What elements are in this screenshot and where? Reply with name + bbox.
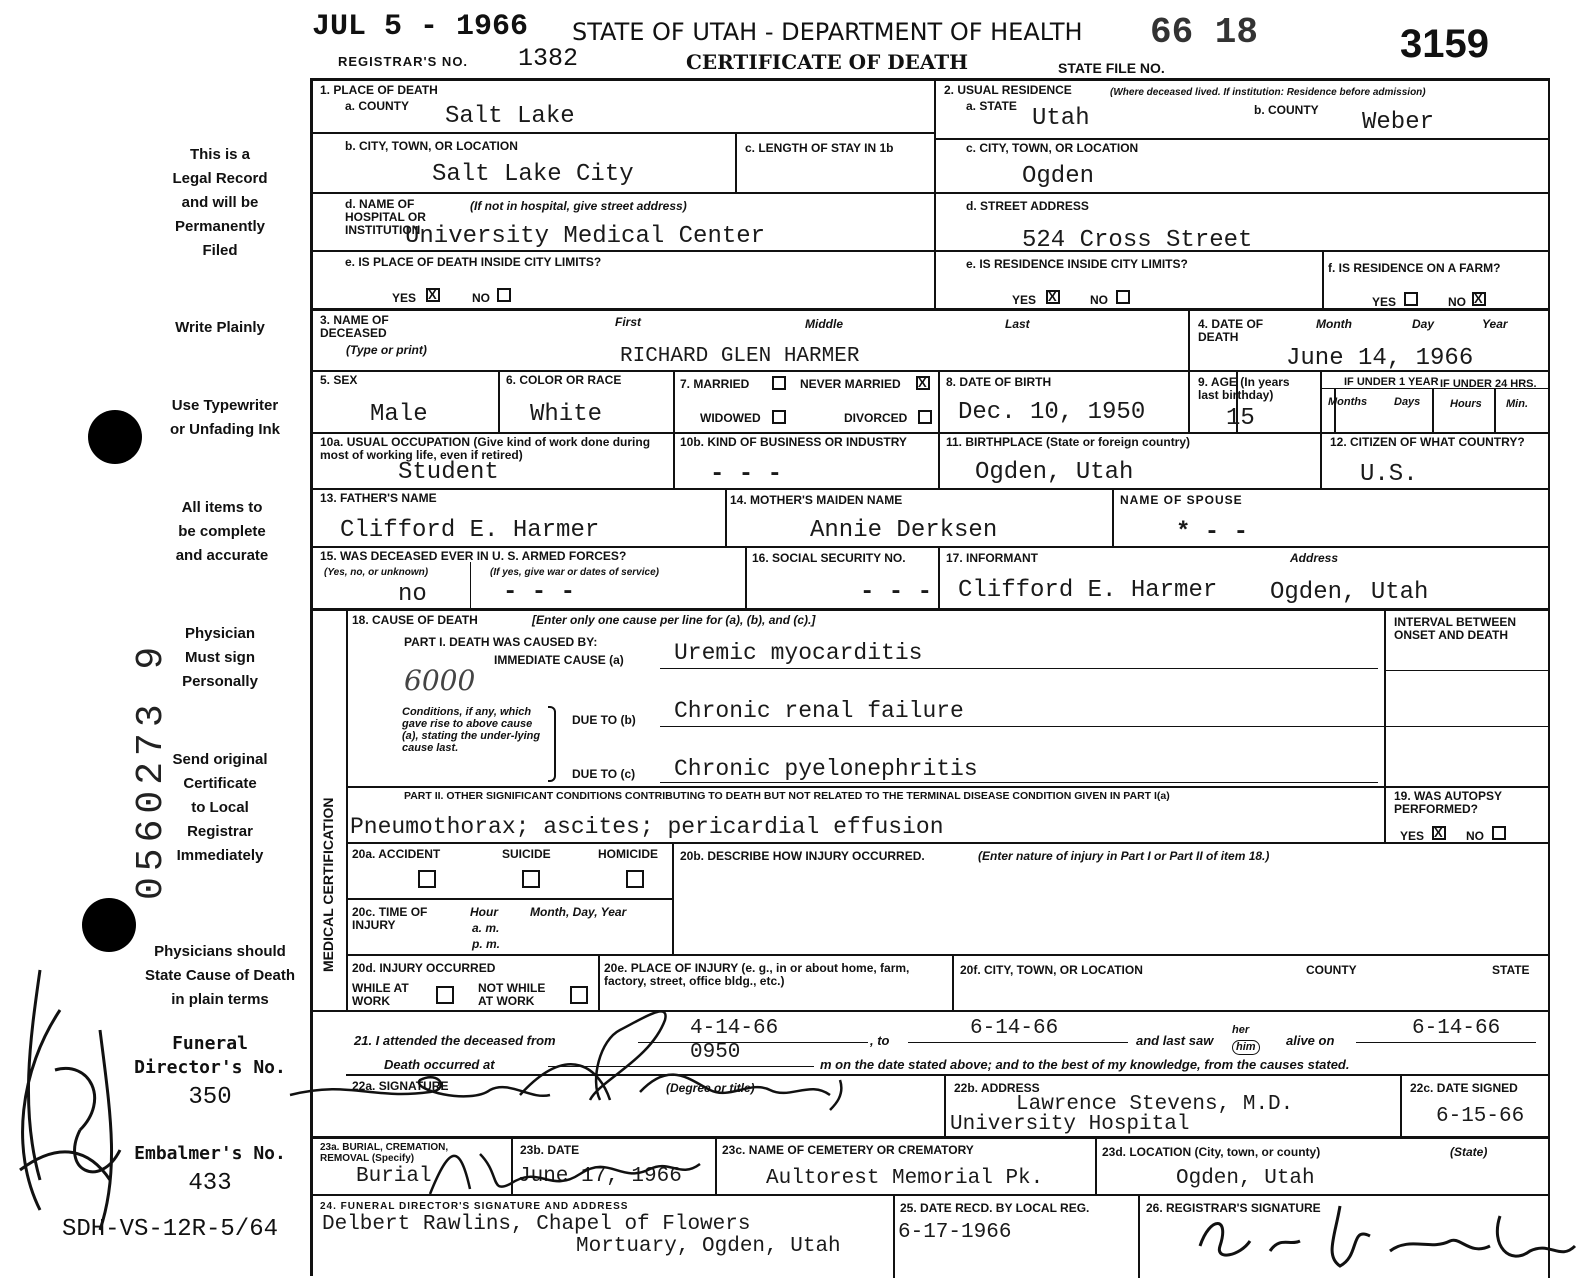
send-original-note: Send original Certificate to Local Registrar Immediately (172, 751, 268, 864)
cause-a-value: Uremic myocarditis (674, 640, 923, 666)
armed-forces-label: 15. WAS DECEASED EVER IN U. S. ARMED FORCES? (320, 549, 627, 563)
city-value: Salt Lake City (432, 161, 634, 188)
homicide-checkbox[interactable] (626, 870, 644, 888)
burial-label: 23a. BURIAL, CREMATION, REMOVAL (Specify) (320, 1142, 449, 1164)
birthplace-value: Ogden, Utah (975, 459, 1134, 486)
hospital-label: d. NAME OF HOSPITAL OR INSTITUTION (345, 197, 426, 237)
married-label: 7. MARRIED (680, 377, 750, 391)
residence-inside-label: e. IS RESIDENCE INSIDE CITY LIMITS? (966, 257, 1188, 271)
last-saw-label: and last saw (1136, 1033, 1214, 1048)
armed-forces-value: no (398, 581, 427, 608)
inside-limits-yes-label: YES (392, 291, 417, 305)
funeral-signature-label: 24. FUNERAL DIRECTOR'S SIGNATURE AND ADDRESS (320, 1201, 629, 1212)
homicide-label: HOMICIDE (598, 847, 658, 861)
registrar-number: 1382 (518, 44, 579, 73)
address-22b-label: 22b. ADDRESS (954, 1081, 1040, 1095)
autopsy-yes-checkbox[interactable] (1432, 826, 1446, 840)
part2-value: Pneumothorax; ascites; pericardial effusion (350, 814, 944, 840)
cemetery-label: 23c. NAME OF CEMETERY OR CREMATORY (722, 1143, 974, 1157)
mother-value: Annie Derksen (810, 517, 998, 544)
informant-value: Clifford E. Harmer (958, 577, 1218, 604)
age-value: 15 (1226, 405, 1255, 432)
registrar-signature (1190, 1196, 1590, 1276)
form-title: STATE OF UTAH - DEPARTMENT OF HEALTH (572, 18, 1083, 46)
street-address-label: d. STREET ADDRESS (966, 199, 1089, 213)
sex-value: Male (370, 401, 428, 428)
residence-city-value: Ogden (1022, 163, 1095, 190)
month-day-year-label: Month, Day, Year (530, 905, 627, 919)
armed-note-2: (If yes, give war or dates of service) (490, 567, 659, 578)
burial-signature-scribble (420, 1134, 720, 1204)
due-to-b-label: DUE TO (b) (572, 713, 636, 727)
conditions-bracket (548, 706, 556, 782)
residence-county-label: b. COUNTY (1254, 103, 1319, 117)
min-label: Min. (1506, 398, 1528, 410)
physician-name-value: Lawrence Stevens, M.D. (1016, 1093, 1294, 1116)
injury-state-label: STATE (1492, 963, 1530, 977)
autopsy-no-label: NO (1466, 829, 1484, 843)
suicide-checkbox[interactable] (522, 870, 540, 888)
form-code: SDH-VS-12R-5/64 (61, 1216, 279, 1243)
state-value: Utah (1032, 105, 1090, 132)
time-of-injury-label: 20c. TIME OF INJURY (352, 905, 428, 932)
autopsy-no-checkbox[interactable] (1492, 826, 1506, 840)
date-received-value: 6-17-1966 (898, 1221, 1012, 1244)
burial-value: Burial (356, 1165, 432, 1188)
hour-label: Hour (470, 905, 498, 919)
married-checkbox[interactable] (772, 376, 786, 390)
inside-limits-yes-checkbox[interactable] (426, 288, 440, 302)
am-label: a. m. (472, 921, 500, 935)
complete-accurate-note: All items to be complete and accurate (175, 499, 269, 564)
year-label: Year (1482, 317, 1508, 331)
injury-city-label: 20f. CITY, TOWN, OR LOCATION (960, 963, 1143, 977)
father-label: 13. FATHER'S NAME (320, 491, 437, 505)
attended-to-value: 6-14-66 (970, 1017, 1059, 1040)
location-label: 23d. LOCATION (City, town, or county) (1102, 1145, 1321, 1159)
street-address-value: 524 Cross Street (1022, 227, 1253, 254)
city-label: b. CITY, TOWN, OR LOCATION (345, 139, 518, 153)
location-value: Ogden, Utah (1176, 1167, 1315, 1190)
file-number: 3159 (1400, 22, 1489, 66)
armed-service-value: - - - (503, 579, 576, 606)
attended-label: 21. I attended the deceased from (354, 1033, 556, 1048)
injury-county-label: COUNTY (1306, 963, 1357, 977)
cause-c-value: Chronic pyelonephritis (674, 756, 978, 782)
legal-record-note: This is a Legal Record and will be Permanently Filed (172, 146, 268, 259)
embalmer-label: Embalmer's No. (134, 1143, 286, 1164)
suicide-label: SUICIDE (502, 847, 551, 861)
medical-certification-label: MEDICAL CERTIFICATION (320, 797, 336, 972)
father-value: Clifford E. Harmer (340, 517, 600, 544)
funeral-director-number: 350 (188, 1084, 232, 1111)
inside-city-limits-label: e. IS PLACE OF DEATH INSIDE CITY LIMITS? (345, 255, 602, 269)
interval-label: INTERVAL BETWEEN ONSET AND DEATH (1394, 615, 1517, 642)
race-label: 6. COLOR OR RACE (506, 373, 622, 387)
date-signed-value: 6-15-66 (1436, 1105, 1525, 1128)
farm-yes-checkbox[interactable] (1404, 292, 1418, 306)
plain-terms-note: Physicians should State Cause of Death in plain terms (144, 943, 296, 1008)
farm-yes-label: YES (1372, 295, 1397, 309)
typewriter-note: Use Typewriter or Unfading Ink (170, 397, 280, 438)
last-label: Last (1005, 317, 1030, 331)
cause-of-death-label: 18. CAUSE OF DEATH (352, 613, 478, 627)
mother-label: 14. MOTHER'S MAIDEN NAME (730, 493, 903, 507)
serial-number: 0560273 9 (130, 640, 173, 900)
signature-label: 22a. SIGNATURE (352, 1079, 449, 1093)
registrar-label: REGISTRAR'S NO. (338, 54, 469, 69)
punch-hole-top (88, 410, 142, 464)
never-married-label: NEVER MARRIED (800, 377, 901, 391)
date-of-birth-label: 8. DATE OF BIRTH (946, 375, 1052, 389)
widowed-checkbox[interactable] (772, 410, 786, 424)
informant-address-value: Ogden, Utah (1270, 579, 1429, 606)
injury-occurred-label: 20d. INJURY OCCURRED (352, 961, 496, 975)
attended-from-value: 4-14-66 (690, 1017, 779, 1040)
farm-no-checkbox[interactable] (1472, 292, 1486, 306)
funeral-line-1: Delbert Rawlins, Chapel of Flowers (322, 1213, 751, 1236)
residence-city-label: c. CITY, TOWN, OR LOCATION (966, 141, 1139, 155)
county-value: Salt Lake (445, 103, 575, 130)
business-value: - - - (710, 461, 783, 488)
autopsy-label: 19. WAS AUTOPSY PERFORMED? (1394, 789, 1502, 816)
punch-hole-bottom (82, 898, 136, 952)
state-paren-label: (State) (1450, 1145, 1488, 1159)
name-note: (Type or print) (346, 343, 427, 357)
inside-limits-no-label: NO (472, 291, 490, 305)
residence-inside-no-checkbox[interactable] (1116, 290, 1130, 304)
birthplace-label: 11. BIRTHPLACE (State or foreign country) (946, 435, 1191, 449)
accident-label: 20a. ACCIDENT (352, 847, 441, 861)
under-1-year-label: IF UNDER 1 YEAR (1344, 376, 1439, 388)
him-label: him (1232, 1040, 1260, 1055)
part1-label: PART I. DEATH WAS CAUSED BY: (404, 635, 598, 649)
funeral-line-2: Mortuary, Ogden, Utah (576, 1235, 841, 1258)
her-label: her (1232, 1024, 1250, 1036)
widowed-label: WIDOWED (700, 411, 761, 425)
autopsy-yes-label: YES (1400, 829, 1425, 843)
ssn-value: - - - (860, 579, 933, 606)
occupation-value: Student (398, 459, 499, 486)
month-label: Month (1316, 317, 1352, 331)
burial-date-value: June 17, 1966 (518, 1165, 682, 1188)
date-of-death-label: 4. DATE OF DEATH (1198, 317, 1264, 344)
not-while-at-work-label: NOT WHILE AT WORK (478, 981, 546, 1008)
due-to-c-label: DUE TO (c) (572, 767, 636, 781)
occupation-label: 10a. USUAL OCCUPATION (Give kind of work done during most of working life, even if retired) (320, 435, 651, 462)
alive-on-value: 6-14-66 (1412, 1017, 1501, 1040)
informant-address-label: Address (1290, 551, 1339, 565)
never-married-checkbox[interactable] (916, 376, 930, 390)
farm-no-label: NO (1448, 295, 1466, 309)
stamp-code: 66 18 (1150, 12, 1259, 53)
death-occurred-tail: m on the date stated above; and to the best of my knowledge, from the causes stated. (820, 1057, 1350, 1072)
physician-sign-note: Physician Must sign Personally (182, 625, 258, 690)
stamp-date: JUL 5 - 1966 (312, 10, 529, 44)
residence-note: (Where deceased lived. If institution: Residence before admission) (1110, 87, 1426, 98)
funeral-director-label: Funeral Director's No. (134, 1033, 286, 1078)
cemetery-value: Aultorest Memorial Pk. (766, 1167, 1044, 1190)
injury-description-label: 20b. DESCRIBE HOW INJURY OCCURRED. (680, 849, 925, 863)
informant-label: 17. INFORMANT (946, 551, 1039, 565)
date-of-death-value: June 14, 1966 (1286, 345, 1474, 372)
accident-checkbox[interactable] (418, 870, 436, 888)
state-label: a. STATE (966, 99, 1017, 113)
physician-address-value: University Hospital (950, 1113, 1190, 1136)
middle-label: Middle (805, 317, 843, 331)
age-label: 9. AGE (In years last birthday) (1198, 375, 1290, 402)
residence-inside-yes-checkbox[interactable] (1046, 290, 1060, 304)
divorced-label: DIVORCED (844, 411, 908, 425)
immediate-cause-label: IMMEDIATE CAUSE (a) (494, 653, 624, 667)
margin-signature (0, 950, 140, 1250)
sex-label: 5. SEX (320, 373, 358, 387)
injury-description-note: (Enter nature of injury in Part I or Part II of item 18.) (978, 849, 1270, 863)
citizen-value: U.S. (1360, 461, 1418, 488)
burial-date-label: 23b. DATE (520, 1143, 580, 1157)
length-of-stay-label: c. LENGTH OF STAY IN 1b (745, 141, 894, 155)
months-label: Months (1328, 396, 1368, 408)
place-of-death-label: 1. PLACE OF DEATH (320, 83, 438, 97)
certificate-title: CERTIFICATE OF DEATH (686, 50, 969, 74)
degree-label: (Degree or title) (666, 1081, 755, 1095)
under-24-hrs-label: IF UNDER 24 HRS. (1440, 378, 1537, 390)
to-label: , to (870, 1033, 890, 1048)
name-label: 3. NAME OF DECEASED (320, 313, 389, 340)
residence-inside-no-label: NO (1090, 293, 1108, 307)
deceased-name-value: RICHARD GLEN HARMER (620, 345, 860, 368)
state-file-label: STATE FILE NO. (1058, 60, 1165, 76)
first-label: First (615, 315, 642, 329)
date-of-birth-value: Dec. 10, 1950 (958, 399, 1146, 426)
death-occurred-label: Death occurred at (384, 1057, 495, 1072)
days-label: Days (1394, 396, 1421, 408)
time-of-death-value: 0950 (690, 1041, 741, 1064)
inside-limits-no-checkbox[interactable] (497, 288, 511, 302)
place-of-injury-label: 20e. PLACE OF INJURY (e. g., in or about home, farm, factory, street, office bldg., etc.) (604, 961, 910, 988)
date-signed-label: 22c. DATE SIGNED (1410, 1081, 1518, 1095)
embalmer-number: 433 (188, 1170, 232, 1197)
hospital-value: University Medical Center (405, 223, 766, 250)
day-label: Day (1412, 317, 1435, 331)
farm-label: f. IS RESIDENCE ON A FARM? (1328, 261, 1501, 275)
citizen-label: 12. CITIZEN OF WHAT COUNTRY? (1330, 435, 1525, 449)
hospital-note: (If not in hospital, give street address) (470, 199, 687, 213)
write-plainly-note: Write Plainly (175, 319, 265, 336)
date-received-label: 25. DATE RECD. BY LOCAL REG. (900, 1201, 1090, 1215)
physician-signature (270, 1000, 870, 1110)
part2-label: PART II. OTHER SIGNIFICANT CONDITIONS CONTRIBUTING TO DEATH BUT NOT RELATED TO THE TERMINAL DISEASE CONDITION GIVEN IN PART I(a) (404, 790, 1170, 802)
ssn-label: 16. SOCIAL SECURITY NO. (752, 551, 906, 565)
handwritten-code: 6000 (404, 664, 476, 697)
business-label: 10b. KIND OF BUSINESS OR INDUSTRY (680, 435, 907, 449)
spouse-value: * - - (1176, 519, 1249, 546)
while-at-work-label: WHILE AT WORK (352, 981, 409, 1008)
conditions-note: Conditions, if any, which gave rise to above cause (a), stating the under-lying cause last. (402, 706, 541, 754)
hours-label: Hours (1450, 398, 1482, 410)
alive-on-label: alive on (1286, 1033, 1335, 1048)
usual-residence-label: 2. USUAL RESIDENCE (944, 83, 1072, 97)
registrar-signature-label: 26. REGISTRAR'S SIGNATURE (1146, 1201, 1321, 1215)
race-value: White (530, 401, 603, 428)
cause-b-value: Chronic renal failure (674, 698, 964, 724)
pm-label: p. m. (472, 937, 501, 951)
cause-of-death-note: [Enter only one cause per line for (a), (b), and (c).] (532, 613, 816, 627)
residence-inside-yes-label: YES (1012, 293, 1037, 307)
armed-note-1: (Yes, no, or unknown) (324, 567, 429, 578)
county-label: a. COUNTY (345, 99, 410, 113)
residence-county-value: Weber (1362, 109, 1435, 136)
spouse-label: NAME OF SPOUSE (1120, 493, 1243, 507)
divorced-checkbox[interactable] (918, 410, 932, 424)
